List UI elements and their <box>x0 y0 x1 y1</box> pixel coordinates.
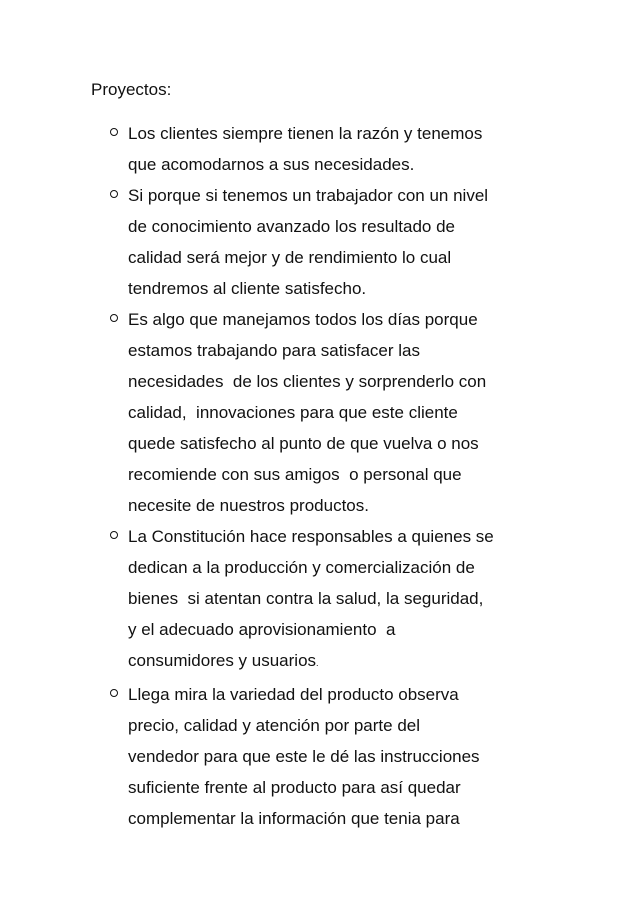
list-item-line: necesite de nuestros productos. <box>128 496 369 515</box>
bullet-list <box>110 118 550 834</box>
list-item-line: necesidades de los clientes y sorprenderlo con <box>128 372 487 391</box>
list-item-line: bienes si atentan contra la salud, la seguridad, <box>128 589 484 608</box>
list-item-line-wrapper <box>128 645 550 679</box>
bullet-icon <box>110 531 118 539</box>
list-item-line: calidad será mejor y de rendimiento lo cual <box>128 248 452 267</box>
page-heading: Proyectos: <box>91 80 172 99</box>
list-item-line: recomiende con sus amigos o personal que <box>128 465 462 484</box>
list-item-line: Es algo que manejamos todos los días porque <box>128 310 478 329</box>
list-item-line: vendedor para que este le dé las instrucciones <box>128 747 480 766</box>
list-item-line: La Constitución hace responsables a quienes se <box>128 527 494 546</box>
list-item-line: dedican a la producción y comercialización de <box>128 558 475 577</box>
list-item-line: de conocimiento avanzado los resultado de <box>128 217 455 236</box>
list-item-line: y el adecuado aprovisionamiento a <box>128 620 396 639</box>
list-item-line: complementar la información que tenia para <box>128 809 460 828</box>
trailing-period: . <box>316 658 319 668</box>
bullet-icon <box>110 314 118 322</box>
list-item-line: Los clientes siempre tienen la razón y tenemos <box>128 124 483 143</box>
bullet-icon <box>110 190 118 198</box>
bullet-icon <box>110 689 118 697</box>
list-item-line: suficiente frente al producto para así quedar <box>128 778 461 797</box>
list-item-line: Si porque si tenemos un trabajador con un nivel <box>128 186 489 205</box>
list-item <box>110 679 550 834</box>
list-item-line: quede satisfecho al punto de que vuelva o nos <box>128 434 479 453</box>
list-item <box>110 304 550 521</box>
list-item <box>110 521 550 679</box>
list-item <box>110 118 550 180</box>
list-item-line: precio, calidad y atención por parte del <box>128 716 421 735</box>
list-item <box>110 180 550 304</box>
list-item-line: estamos trabajando para satisfacer las <box>128 341 420 360</box>
list-item-line: consumidores y usuarios <box>128 651 317 670</box>
list-item-line: tendremos al cliente satisfecho. <box>128 279 367 298</box>
list-item-line: calidad, innovaciones para que este cliente <box>128 403 458 422</box>
list-item-line: Llega mira la variedad del producto observa <box>128 685 459 704</box>
bullet-icon <box>110 128 118 136</box>
list-item-line: que acomodarnos a sus necesidades. <box>128 155 415 174</box>
